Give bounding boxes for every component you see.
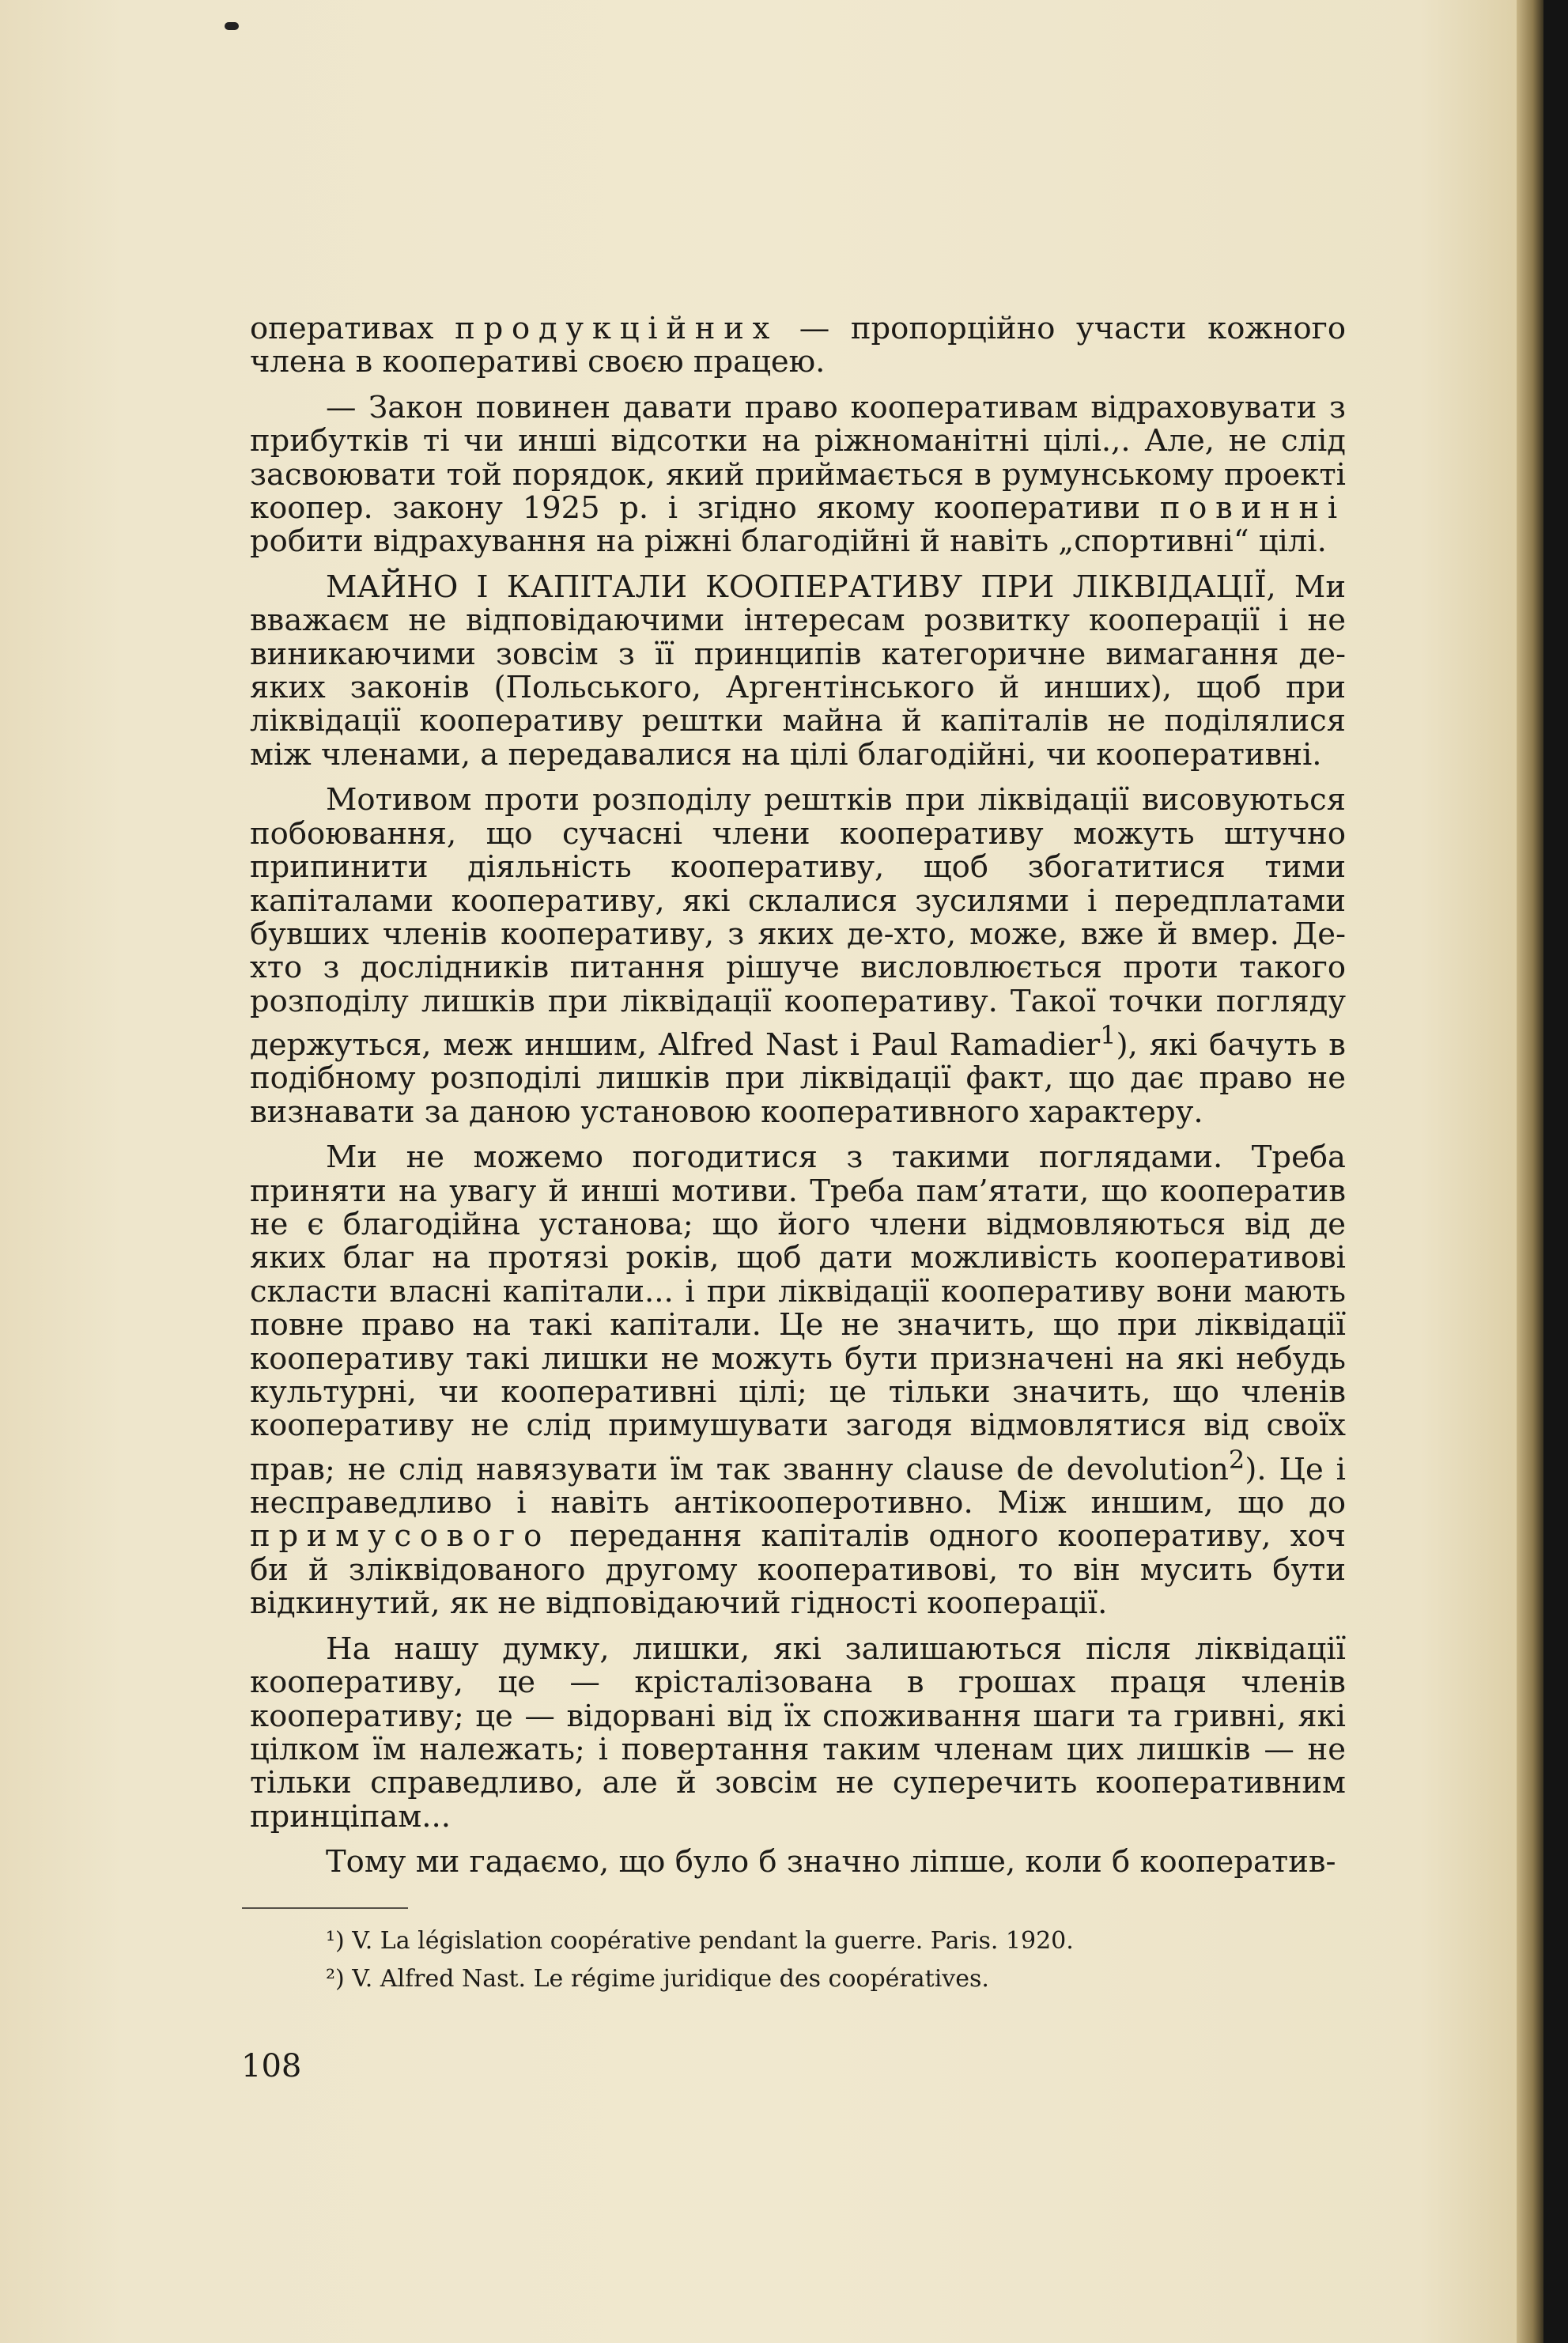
paragraph-1: оперативах продукційних — пропорційно участи кожного члена в кооперативі своєю працею. (250, 311, 1347, 380)
page-gutter-shadow (1517, 0, 1543, 2343)
paragraph-6: На нашу думку, лишки, які залишаються після ліквідації кооперативу, це — крісталізована в грошах праця членів кооперативу; це — відорвані від їх споживання шаги та гривні, які цілком їм належать; і повертання таким членам цих лишків — не тільки справедливо, але й зовсім не суперечить кооперативним принціпам... (250, 1631, 1346, 1835)
paragraph-7: Тому ми гадаємо, що було б значно ліпше, коли б кооператив- (326, 1844, 1336, 1880)
footnote-text: V. Alfred Nast. Le régime juridique des coopératives. (352, 1965, 989, 1993)
footnote-1 (326, 1928, 1354, 1955)
footnote-ref-1: 1 (1100, 1020, 1116, 1051)
footnote-text: V. La législation coopérative pendant la guerre. Paris. 1920. (352, 1927, 1074, 1955)
footnote-2 (326, 1966, 1354, 1993)
footnote-mark: ²) (326, 1965, 345, 1993)
footnote-ref-2: 2 (1228, 1444, 1245, 1475)
ink-speck (225, 22, 239, 30)
paragraph-5: Ми не можемо погодитися з такими поглядами. Треба приняти на увагу й инші мотиви. Треба пам’ятати, що кооператив не є благодійна установа; що його члени відмовляються від де яких благ на протязі років, щоб дати можливість кооперативові скласти власні капітали... і при ліквідації кооперативу вони мають повне право на такі капітали. Це не значить, що при ліквідації кооперативу такі лишки не можуть бути призначені на які небудь культурні, чи кооперативні цілі; це тільки значить, що членів кооперативу не слід примушувати загодя відмовлятися від своїх прав; не слід навязувати їм так званну clause de devolution$^2$). Це і несправедливо і навіть антікооперотивно. Між иншим, що до примусового передання капіталів одного кооперативу, хоч би й зліквідованого другому кооперативові, то він мусить бути відкинутий, як не відповідаючий гідності кооперації. (250, 1139, 1346, 1622)
paragraph-4: Мотивом проти розподілу рештків при ліквідації висовуються побоювання, що сучасні члени кооперативу можуть штучно припинити діяльність кооперативу, щоб збогатитися тими капіталами кооперативу, які склалися зусилями і передплатами бувших членів кооперативу, з яких де-хто, може, вже й вмер. Де-хто з дослідників питання рішуче висловлюється проти такого розподілу лишків при ліквідації кооперативу. Такої точки погляду держуться, меж иншим, Alfred Nast і Paul Ramadier$^1$), які бачуть в подібному розподілі лишків при ліквідації факт, що дає право не визнавати за даною установою кооперативного характеру. (250, 782, 1346, 1130)
spaced-emphasis: примусового (250, 1518, 551, 1555)
spaced-emphasis: повинні (1159, 490, 1346, 527)
page-number: 108 (241, 2048, 302, 2084)
section-heading: МАЙНО І КАПІТАЛИ КООПЕРАТИВУ ПРИ ЛІКВІДАЦІЇ, (326, 569, 1276, 605)
body-text (250, 312, 1346, 1891)
paragraph-3: МАЙНО І КАПІТАЛИ КООПЕРАТИВУ ПРИ ЛІКВІДАЦІЇ, Ми вважаєм не відповідаючими інтересам розвитку кооперації і не виникаючими зовсім з її принципів категоричне вимагання де-яких законів (Польського, Аргентінського й инших), щоб при ліквідації кооперативу рештки майна й капіталів не поділялися між членами, а передавалися на цілі благодійні, чи кооперативні. (250, 569, 1346, 773)
paragraph-2: — Закон повинен давати право кооперативам відраховувати з прибутків ті чи инші відсотки на ріжноманітні цілі.,. Але, не слід засвоювати той порядок, який приймається в румунському проекті коопер. закону 1925 р. і згідно якому кооперативи повинні робити відрахування на ріжні благодійні й навіть „спортивні“ цілі. (250, 389, 1346, 560)
footnote-divider (242, 1907, 408, 1909)
footnote-mark: ¹) (326, 1927, 345, 1955)
spaced-emphasis: продукційних (455, 311, 779, 346)
